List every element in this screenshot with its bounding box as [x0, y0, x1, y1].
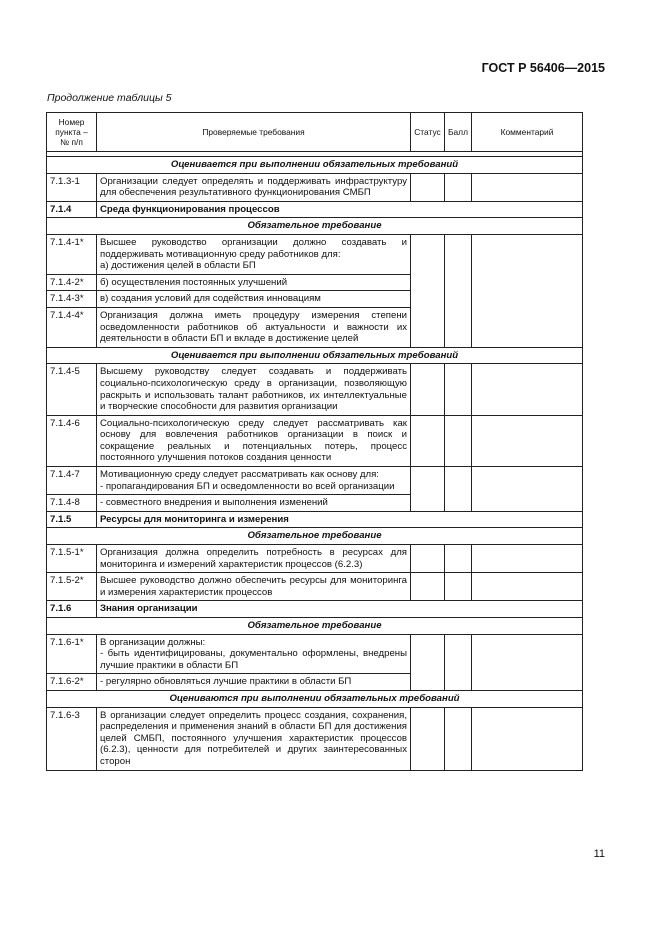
- clause-title: Ресурсы для мониторинга и измерения: [97, 511, 583, 528]
- table-row: [47, 467, 583, 495]
- comment-cell[interactable]: [472, 707, 583, 770]
- clause-title: Среда функционирования процессов: [97, 201, 583, 218]
- requirement-text: Высшее руководство организации должно создавать и поддерживать мотивационную среду работников для: а) достижения целей в области БП: [97, 234, 411, 274]
- comment-cell[interactable]: [472, 634, 583, 690]
- item-number: 7.1.5-2*: [47, 573, 97, 601]
- table-row: [47, 415, 583, 466]
- score-cell[interactable]: [445, 415, 472, 466]
- requirement-text: Организация должна определить потребность в ресурсах для мониторинга и измерений характеристик процессов (6.2.3): [97, 545, 411, 573]
- item-number: 7.1.4-8: [47, 495, 97, 512]
- item-number: 7.1.4-4*: [47, 307, 97, 347]
- requirement-text: - регулярно обновляться лучшие практики в области БП: [97, 674, 411, 691]
- requirement-text: в) создания условий для содействия инновациям: [97, 291, 411, 308]
- section-label: Обязательное требование: [47, 218, 583, 235]
- status-cell[interactable]: [411, 364, 445, 415]
- section-label: Обязательное требование: [47, 618, 583, 635]
- item-number: 7.1.6-2*: [47, 674, 97, 691]
- item-number: 7.1.6-3: [47, 707, 97, 770]
- status-cell[interactable]: [411, 545, 445, 573]
- requirement-text: - совместного внедрения и выполнения изменений: [97, 495, 411, 512]
- clause-number: 7.1.4: [47, 201, 97, 218]
- comment-cell[interactable]: [472, 173, 583, 201]
- item-number: 7.1.5-1*: [47, 545, 97, 573]
- status-cell[interactable]: [411, 573, 445, 601]
- score-cell[interactable]: [445, 573, 472, 601]
- requirement-text: Организации следует определять и поддерживать инфраструктуру для обеспечения результативного функционирования СМБП: [97, 173, 411, 201]
- score-cell[interactable]: [445, 234, 472, 347]
- header-comments: Комментарий: [472, 113, 583, 152]
- header-requirements: Проверяемые требования: [97, 113, 411, 152]
- score-cell[interactable]: [445, 545, 472, 573]
- status-cell[interactable]: [411, 173, 445, 201]
- table-row: [47, 218, 583, 235]
- section-label: Оценивается при выполнении обязательных требований: [47, 347, 583, 364]
- table-header-row: [47, 113, 583, 152]
- table-row: [47, 545, 583, 573]
- requirement-text: В организации должны: - быть идентифицированы, документально оформлены, внедрены лучшие практики в области БП: [97, 634, 411, 674]
- item-number: 7.1.6-1*: [47, 634, 97, 674]
- status-cell[interactable]: [411, 707, 445, 770]
- item-number: 7.1.4-3*: [47, 291, 97, 308]
- table-row: [47, 573, 583, 601]
- table-continuation-caption: Продолжение таблицы 5: [47, 92, 172, 104]
- comment-cell[interactable]: [472, 573, 583, 601]
- status-cell[interactable]: [411, 634, 445, 690]
- requirement-text: б) осуществления постоянных улучшений: [97, 274, 411, 291]
- requirement-text: Социально-психологическую среду следует рассматривать как основу для вовлечения работников организации в поиск и сокращение реальных и потенциальных потерь, процесс постоянного улучшения потоков создания ценности: [97, 415, 411, 466]
- page-number: 11: [593, 848, 605, 860]
- status-cell[interactable]: [411, 234, 445, 347]
- table-row: [47, 511, 583, 528]
- score-cell[interactable]: [445, 364, 472, 415]
- table-row: [47, 528, 583, 545]
- requirement-text: Мотивационную среду следует рассматривать как основу для: - пропагандирования БП и осведомленности во всей организации: [97, 467, 411, 495]
- requirements-table: [46, 112, 583, 771]
- score-cell[interactable]: [445, 173, 472, 201]
- item-number: 7.1.4-5: [47, 364, 97, 415]
- section-label: Оцениваются при выполнении обязательных требований: [47, 690, 583, 707]
- item-number: 7.1.4-6: [47, 415, 97, 466]
- header-item-number: Номер пункта – № п/п: [47, 113, 97, 152]
- item-number: 7.1.4-1*: [47, 234, 97, 274]
- requirement-text: В организации следует определить процесс создания, сохранения, распределения и применения знаний в области БП для достижения целей СМБП, постоянного улучшения характеристик процессов (6.2.3), ценности для потребителей и других заинтересованных сторон: [97, 707, 411, 770]
- header-score: Балл: [445, 113, 472, 152]
- clause-title: Знания организации: [97, 601, 583, 618]
- table-row: [47, 173, 583, 201]
- status-cell[interactable]: [411, 467, 445, 512]
- item-number: 7.1.4-7: [47, 467, 97, 495]
- table-row: [47, 707, 583, 770]
- table-row: [47, 601, 583, 618]
- table-row: [47, 201, 583, 218]
- requirement-text: Высшее руководство должно обеспечить ресурсы для мониторинга и измерения характеристик процессов: [97, 573, 411, 601]
- table-row: [47, 618, 583, 635]
- score-cell[interactable]: [445, 634, 472, 690]
- score-cell[interactable]: [445, 707, 472, 770]
- requirement-text: Высшему руководству следует создавать и поддерживать социально-психологическую среду в организации, позволяющую раскрыть и использовать талант работников, их интеллектуальные и творческие способности для развития организации: [97, 364, 411, 415]
- comment-cell[interactable]: [472, 234, 583, 347]
- table-row: [47, 634, 583, 674]
- status-cell[interactable]: [411, 415, 445, 466]
- table-row: [47, 690, 583, 707]
- table-row: [47, 364, 583, 415]
- table-row: [47, 157, 583, 174]
- comment-cell[interactable]: [472, 467, 583, 512]
- table-row: [47, 234, 583, 274]
- comment-cell[interactable]: [472, 415, 583, 466]
- clause-number: 7.1.6: [47, 601, 97, 618]
- comment-cell[interactable]: [472, 364, 583, 415]
- table-row: [47, 347, 583, 364]
- comment-cell[interactable]: [472, 545, 583, 573]
- standard-number: ГОСТ Р 56406—2015: [481, 61, 605, 75]
- section-label: Оценивается при выполнении обязательных требований: [47, 157, 583, 174]
- clause-number: 7.1.5: [47, 511, 97, 528]
- item-number: 7.1.4-2*: [47, 274, 97, 291]
- item-number: 7.1.3-1: [47, 173, 97, 201]
- section-label: Обязательное требование: [47, 528, 583, 545]
- score-cell[interactable]: [445, 467, 472, 512]
- header-status: Статус: [411, 113, 445, 152]
- requirement-text: Организация должна иметь процедуру измерения степени осведомленности работников об актуальности и важности их деятельности в области БП и вкладе в достижение целей: [97, 307, 411, 347]
